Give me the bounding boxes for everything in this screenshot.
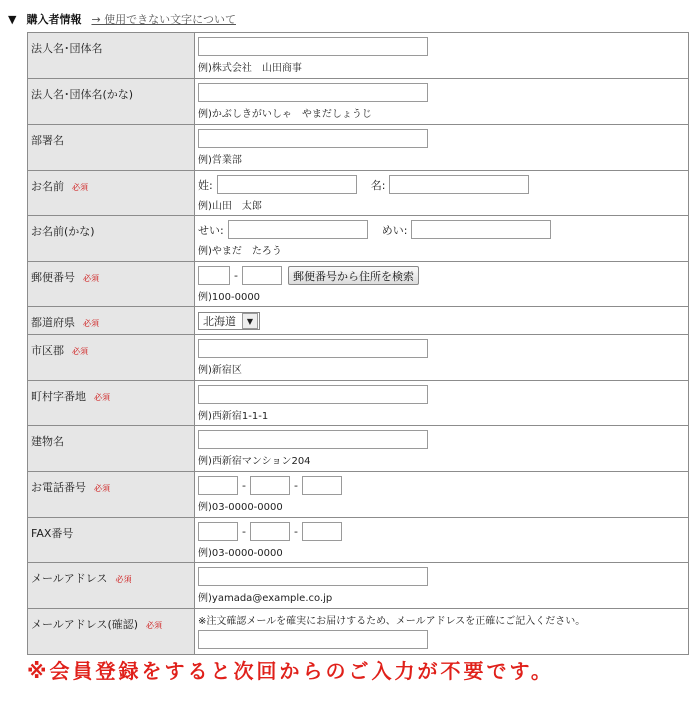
field-label: お名前 必須 (28, 171, 195, 216)
field-label: 部署名 (28, 125, 195, 171)
corp-kana-input[interactable] (198, 83, 428, 102)
form-row-pref (28, 307, 689, 335)
tel-dash: - (293, 479, 298, 492)
required-badge: 必須 (83, 274, 99, 283)
fax3-input[interactable] (302, 522, 342, 541)
corp-name-example: 例)株式会社 山田商事 (198, 63, 302, 74)
first-name-input[interactable] (389, 175, 529, 194)
required-badge: 必須 (72, 347, 88, 356)
required-badge: 必須 (146, 621, 163, 630)
dept-example: 例)営業部 (198, 155, 242, 166)
first-name-kana-input[interactable] (411, 220, 551, 239)
tel2-input[interactable] (250, 476, 290, 495)
email-example: 例)yamada@example.co.jp (198, 593, 333, 604)
email-confirm-note: ※注文確認メールを確実にお届けするため、メールアドレスを正確にご記入ください。 (198, 616, 586, 627)
form-row-email (28, 563, 689, 609)
form-row-building (28, 426, 689, 472)
field-label: 市区郡 必須 (28, 335, 195, 381)
field-label: 町村字番地 必須 (28, 381, 195, 426)
form-row-email-confirm (28, 609, 689, 655)
last-name-input[interactable] (217, 175, 357, 194)
zip-example: 例)100-0000 (198, 292, 261, 303)
field-label: 建物名 (28, 426, 195, 472)
zip2-input[interactable] (242, 266, 282, 285)
fax-example: 例)03-0000-0000 (198, 548, 283, 559)
form-row-city (28, 335, 689, 381)
zip1-input[interactable] (198, 266, 230, 285)
purchaser-form-table (27, 32, 689, 655)
fax-dash: - (293, 525, 298, 538)
form-row-name-kana (28, 216, 689, 262)
fax2-input[interactable] (250, 522, 290, 541)
form-row-corp-kana (28, 79, 689, 125)
zip-search-button[interactable]: 郵便番号から住所を検索 (288, 266, 419, 285)
section-header (8, 10, 236, 28)
email-confirm-input[interactable] (198, 630, 428, 649)
town-input[interactable] (198, 385, 428, 404)
required-badge: 必須 (115, 575, 132, 584)
field-label: FAX番号 (28, 518, 195, 563)
required-badge: 必須 (94, 393, 110, 402)
town-example: 例)西新宿1-1-1 (198, 411, 269, 422)
name-example: 例)山田 太郎 (198, 201, 262, 212)
dept-input[interactable] (198, 129, 428, 148)
sei-label: 姓: (198, 178, 213, 192)
form-row-name (28, 171, 689, 216)
corp-kana-example: 例)かぶしきがいしゃ やまだしょうじ (198, 109, 372, 120)
unusable-chars-link[interactable]: → 使用できない文字について (91, 13, 236, 26)
field-label: 法人名･団体名(かな) (28, 79, 195, 125)
building-input[interactable] (198, 430, 428, 449)
name-kana-example: 例)やまだ たろう (198, 246, 282, 257)
email-input[interactable] (198, 567, 428, 586)
tel3-input[interactable] (302, 476, 342, 495)
city-example: 例)新宿区 (198, 365, 242, 376)
required-badge: 必須 (83, 319, 99, 328)
dropdown-arrow-icon: ▼ (242, 313, 258, 329)
form-row-fax (28, 518, 689, 563)
tel-example: 例)03-0000-0000 (198, 502, 283, 513)
fax1-input[interactable] (198, 522, 238, 541)
form-row-dept (28, 125, 689, 171)
corp-name-input[interactable] (198, 37, 428, 56)
required-badge: 必須 (94, 484, 110, 493)
city-input[interactable] (198, 339, 428, 358)
field-label: メールアドレス 必須 (28, 563, 195, 609)
prefecture-select[interactable] (198, 312, 260, 330)
triangle-down-icon: ▼ (8, 12, 17, 26)
field-label: お名前(かな) (28, 216, 195, 262)
member-registration-note: ※会員登録をすると次回からのご入力が不要です。 (27, 659, 554, 683)
form-row-town (28, 381, 689, 426)
form-row-zip (28, 262, 689, 307)
mei-label: 名: (370, 178, 386, 192)
sei-kana-label: せい: (198, 223, 224, 237)
tel-dash: - (242, 479, 246, 492)
prefecture-selected: 北海道 (203, 315, 236, 328)
building-example: 例)西新宿マンション204 (198, 456, 311, 467)
form-row-tel (28, 472, 689, 518)
form-row-corp-name (28, 33, 689, 79)
mei-kana-label: めい: (381, 223, 408, 237)
field-label: 都道府県 必須 (28, 307, 195, 335)
section-title: 購入者情報 (26, 13, 82, 26)
zip-dash: - (234, 269, 238, 282)
tel1-input[interactable] (198, 476, 238, 495)
last-name-kana-input[interactable] (228, 220, 368, 239)
field-label: お電話番号 必須 (28, 472, 195, 518)
required-badge: 必須 (72, 183, 88, 192)
fax-dash: - (242, 525, 246, 538)
field-label: メールアドレス(確認) 必須 (28, 609, 195, 655)
field-label: 法人名･団体名 (28, 33, 195, 79)
field-label: 郵便番号 必須 (28, 262, 195, 307)
